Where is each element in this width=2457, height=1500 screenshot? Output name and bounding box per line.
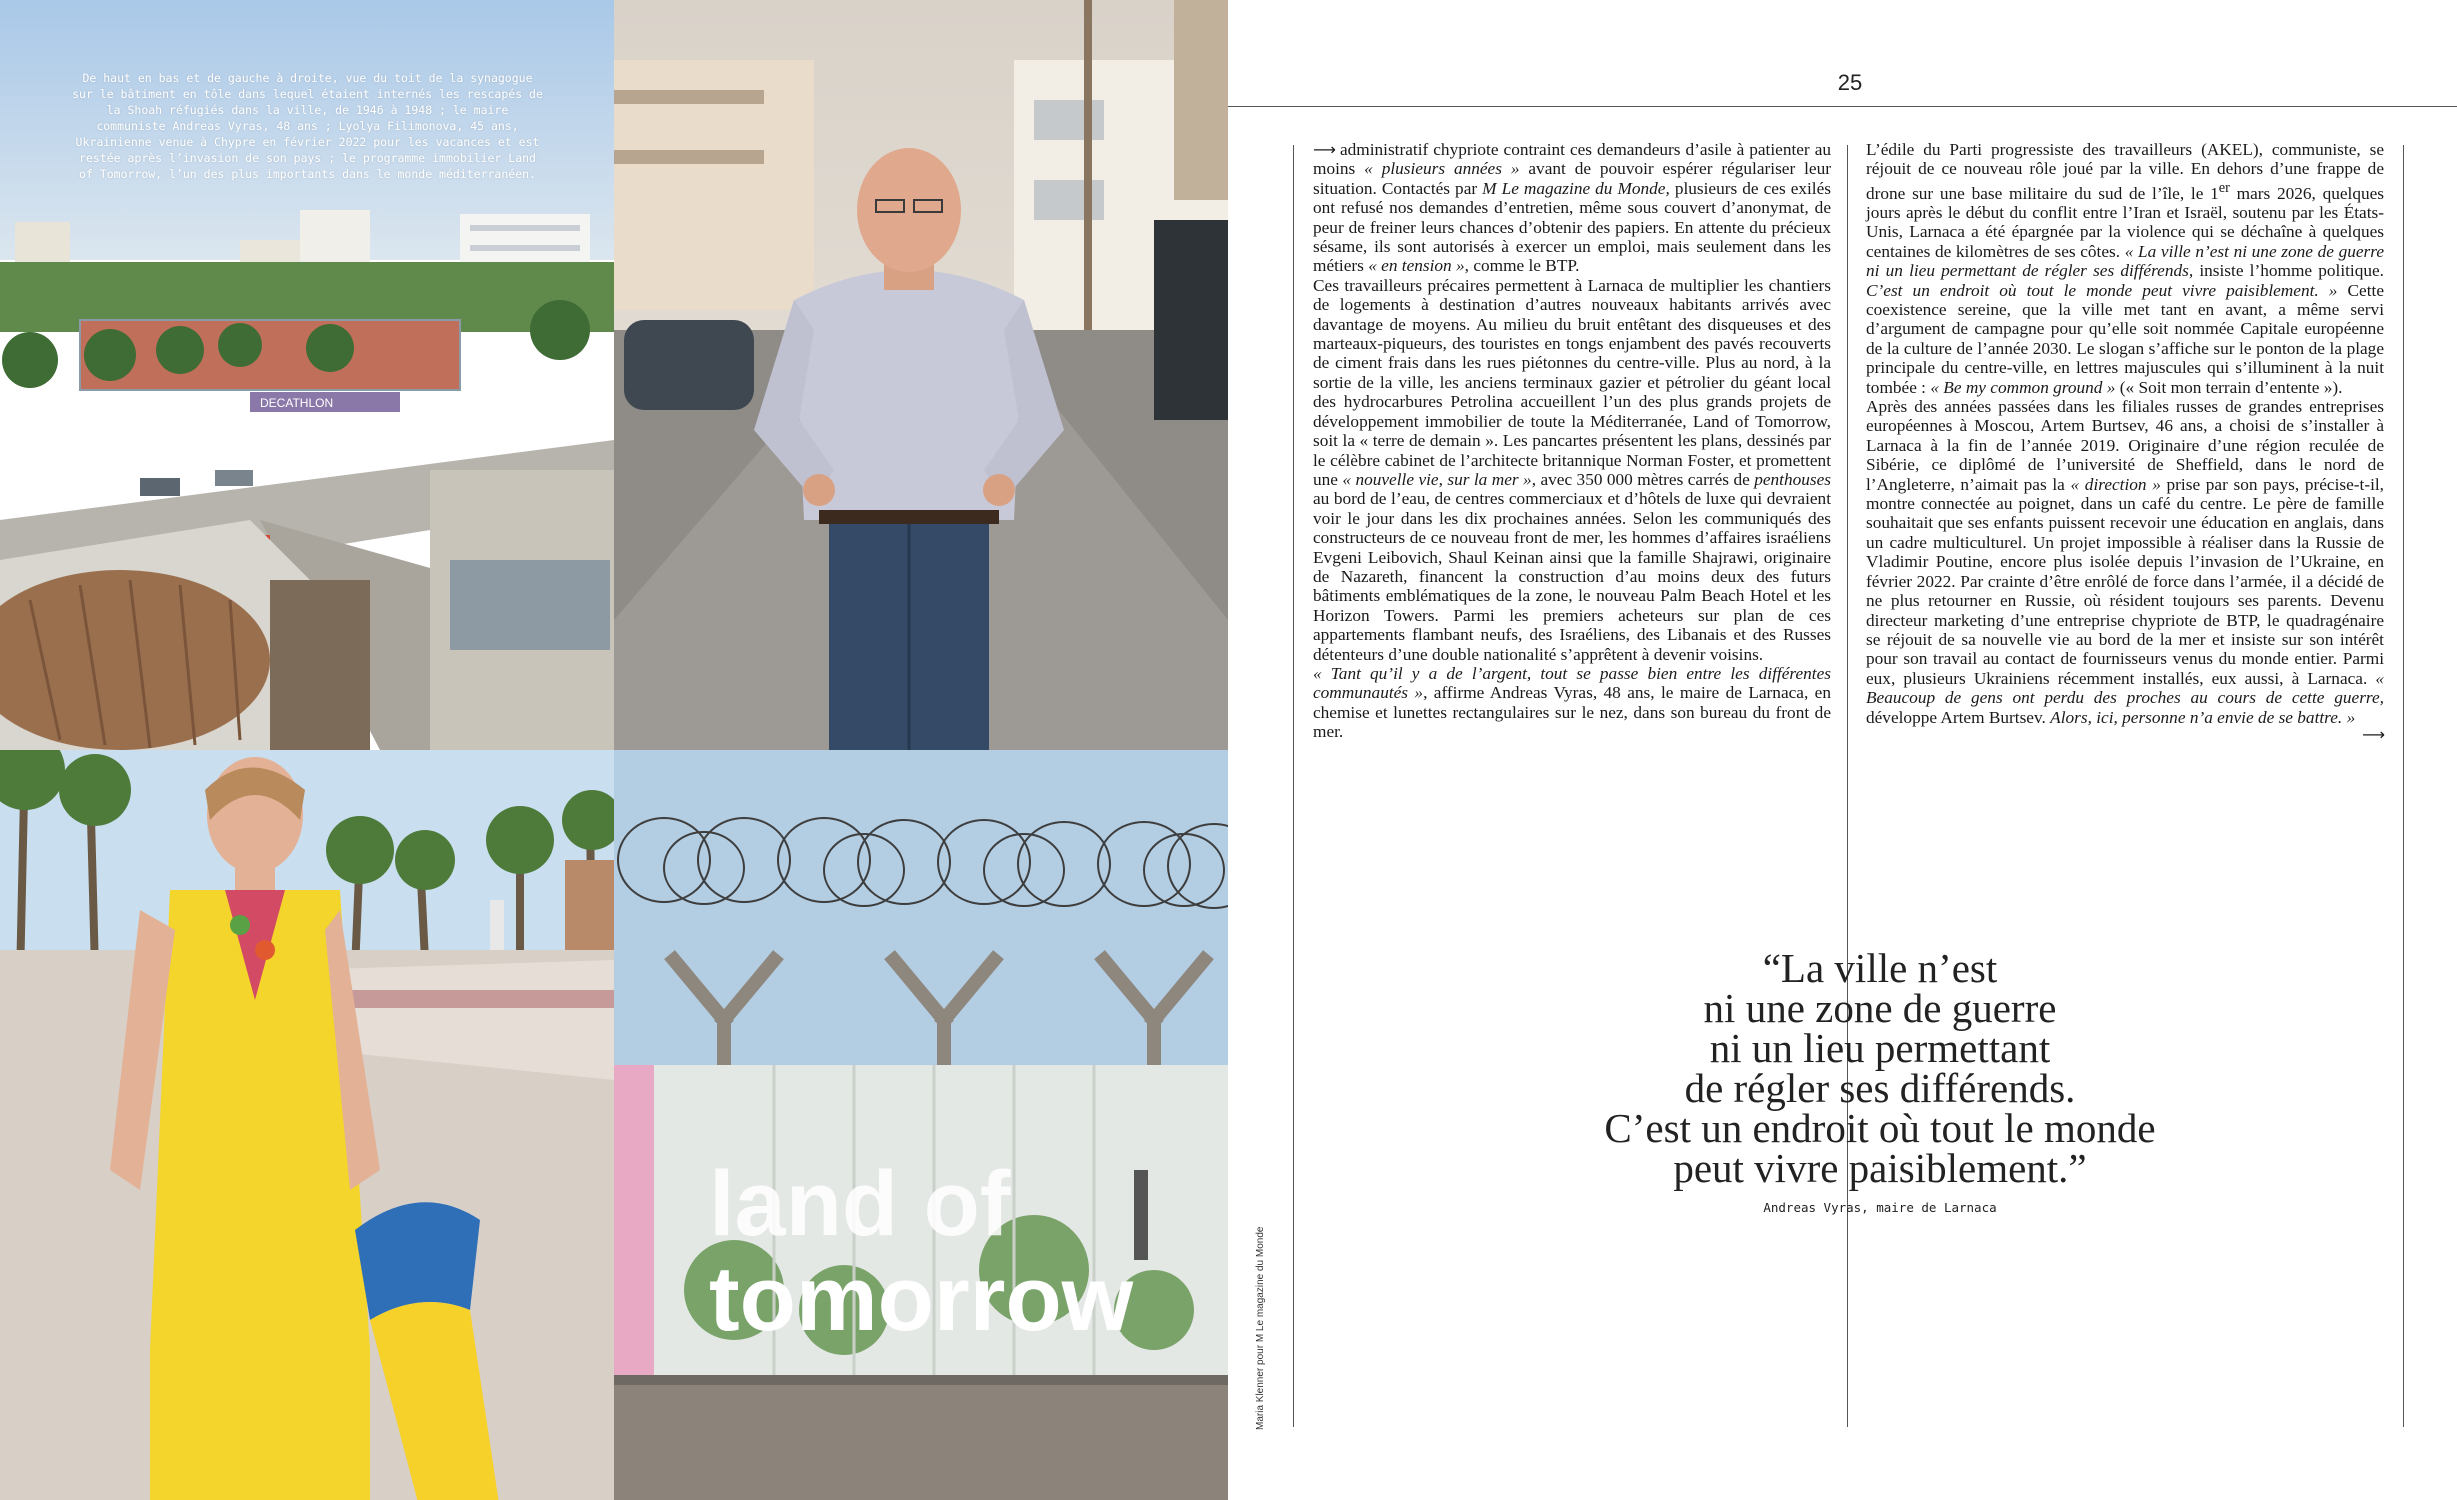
quote-run: « Beaucoup de gens ont perdu des proches au cours de cette guerre, — [1866, 668, 2384, 708]
photo-caption: De haut en bas et de gauche à droite, vue du toit de la synagogue sur le bâtiment en tôle dans lequel étaient internés les rescapés de la Shoah réfugiés dans la ville, de 1946 à 1948 ; le maire communiste Andreas Vyras, 48 ans ; Lyolya Filimonova, 45 ans, Ukrainienne venue à Chypre en février 2022 pour les vacances et est restée après l’invasion de son pays ; le programme immobilier Land of Tomorrow, l’un des plus importants dans le monde méditerranéen. — [72, 71, 543, 181]
text-run: , comme le BTP. — [1464, 256, 1580, 276]
text-run: insiste l’homme politique. — [2193, 261, 2384, 281]
quote-run: « en tension » — [1368, 256, 1465, 276]
text-run: L’édile du Parti progressiste des travailleurs (AKEL), communiste, se réjouit de ce nouveau rôle joué par la ville. En dehors d’une frappe de drone sur une base militaire du sud de l’île, le 1 — [1866, 140, 2384, 203]
photo-aerial-view-synagogue-roof — [0, 0, 614, 750]
photo-credit: Maria Klenner pour M Le magazine du Monde — [1255, 1226, 1266, 1430]
quote-run: « plusieurs années » — [1364, 159, 1520, 179]
quote-run: penthouses — [1754, 469, 1831, 489]
paragraph — [1313, 140, 1831, 276]
superscript: er — [2218, 179, 2230, 196]
quote-run: C’est un endroit où tout le monde peut vivre paisiblement. » — [1866, 280, 2338, 300]
continues-arrow-icon: ⟶ — [2362, 724, 2384, 744]
article-column-left — [1313, 140, 1831, 742]
quote-run: Alors, ici, personne n’a envie de se battre. » — [2050, 707, 2356, 727]
text-run: Cette coexistence sereine, que la ville met tant en avant, a même servi d’argument de campagne pour qu’elle soit nommée Capitale européenne de la culture de l’année 2030. Le slogan s’affiche sur le ponton de la plage principale du centre-ville, en lettres majuscules qui s’illuminent à la nuit tombée : — [1866, 280, 2385, 397]
paragraph — [1866, 397, 2384, 727]
header-rule — [1228, 106, 2457, 107]
text-run: mars 2026, quelques jours après le début du conflit entre l’Iran et Israël, soutenu par les États-Unis, Larnaca a été épargnée par la violence qui se déchaîne à quelques centaines de kilomètres de ses côtes. — [1866, 183, 2384, 261]
column-rule-right — [2403, 145, 2404, 1427]
fence-illustration — [614, 750, 1228, 1500]
quote-run: « nouvelle vie, sur la mer » — [1342, 469, 1532, 489]
article-column-right — [1866, 140, 2384, 744]
page-number: 25 — [1837, 70, 1863, 95]
paragraph — [1866, 140, 2384, 397]
woman-illustration — [0, 750, 614, 1500]
text-run: avant de pouvoir espérer régulariser leur situation. Contactés par — [1313, 159, 1831, 198]
text-run: développe Artem Burtsev. — [1866, 707, 2051, 727]
banner-text-land-of: land of — [709, 1153, 1011, 1255]
photo-mayor-andreas-vyras — [614, 0, 1228, 750]
photo-lyolya-filimonova — [0, 750, 614, 1500]
pull-quote-attribution: Andreas Vyras, maire de Larnaca — [1763, 1200, 1997, 1215]
quote-run: « La ville n’est ni une zone de guerre ni un lieu permettant de régler ses différends, — [1866, 241, 2384, 281]
pull-quote-line: ni un lieu permettant — [1709, 1025, 2051, 1071]
pull-quote-line: de régler ses différends. — [1684, 1065, 2076, 1111]
column-rule-middle — [1847, 145, 1848, 1427]
mayor-illustration — [614, 0, 1228, 750]
text-run: prise par son pays, précise-t-il, montre connectée au poignet, dans un café du centre. Le père de famille souhaitait que ses enfants puissent recevoir une éducation en anglais, dans un cadre multiculturel. Un projet impossible à réaliser dans la Russie de Vladimir Poutine, encore plus isolée depuis l’invasion de l’Ukraine, en février 2022. Par crainte d’être enrôlé de force dans l’armée, il a décidé de ne plus retourner en Russie, où résident toujours ses parents. Devenu directeur marketing d’une entreprise chypriote de BTP, le quadragénaire se réjouit de sa nouvelle vie au bord de la mer et insiste sur son intérêt pour son travail au contact de fournisseurs venus du monde entier. Parmi eux, plusieurs Ukrainiens récemment installés, eux aussi, à Larnaca. — [1866, 474, 2384, 688]
quote-run: « direction » — [2070, 474, 2161, 494]
paragraph — [1313, 276, 1831, 664]
pull-quote-line: “La ville n’est — [1762, 945, 1998, 991]
text-run: au bord de l’eau, de centres commerciaux et d’hôtels de luxe qui devraient voir le jour dans les dix prochaines années. Selon les communiqués des constructeurs de ce nouveau front de mer, les hommes d’affaires israéliens Evgeni Leibovich, Shaul Keinan ainsi que la famille Shajrawi, originaire de Nazareth, financent la construction d’au moins deux des futurs bâtiments emblématiques de la zone, le nouveau Palm Beach Hotel et les Horizon Towers. Parmi les premiers acheteurs sur plan de ces appartements flambant neufs, des Israéliens, des Libanais et des Russes détenteurs d’une double nationalité s’apprêtent à devenir voisins. — [1313, 489, 1831, 664]
text-run: plusieurs de ces exilés ont refusé nos demandes d’entretien, même sous couvert d’anonymat, de peur de freiner leurs chances d’obtenir des papiers. En attente du précieux sésame, ils sont autorisés à exercer un emploi, mais seulement dans les métiers — [1313, 178, 1832, 276]
continued-arrow-icon: ⟶ — [1313, 140, 1335, 159]
pull-quote — [1500, 945, 2260, 1191]
quote-run: « Be my common ground » — [1930, 377, 2116, 397]
text-run: Ces travailleurs précaires permettent à Larnaca de multiplier les chantiers de logements à destination d’autres nouveaux habitants arrivés avec davantage de moyens. Au milieu du bruit entêtant des disqueuses et des marteaux-piqueurs, des touristes en tongs enjambent des pavés recouverts de ciment frais dans les rues piétonnes du centre-ville. Plus au nord, à la sortie de la ville, les anciens terminaux gazier et pétrolier du géant local des hydrocarbures Petrolina accueillent l’un des plus grands projets de développement immobilier de toute la Méditerranée, Land of Tomorrow, soit la « terre de demain ». Les pancartes présentent les plans, dessinés par le célèbre cabinet de l’architecte britannique Norman Foster, et promettent une — [1313, 275, 1831, 489]
banner-text-tomorrow: tomorrow — [709, 1248, 1134, 1350]
decathlon-sign-text: DECATHLON — [260, 396, 334, 410]
text-run: administratif chypriote contraint ces demandeurs d’asile à patienter au moins — [1313, 140, 1832, 179]
paragraph — [1313, 664, 1831, 742]
publication-name: M Le magazine du Monde, — [1482, 178, 1670, 198]
text-run: , avec 350 000 mètres carrés de — [1531, 469, 1755, 489]
column-rule-left — [1293, 145, 1294, 1427]
text-run: Après des années passées dans les filiales russes de grandes entreprises européennes à Moscou, Artem Burtsev, 46 ans, a choisi de s’installer à Larnaca à la fin de l’année 2019. Originaire d’une région reculée de Sibérie, ce diplômé de l’université de Sheffield, dans le nord de l’Angleterre, n’aimait pas la — [1866, 397, 2384, 494]
text-run: , affirme Andreas Vyras, 48 ans, le maire de Larnaca, en chemise et lunettes rectangulaires sur le nez, dans son bureau du front de mer. — [1313, 683, 1831, 742]
text-run: (« Soit mon terrain d’entente »). — [2115, 377, 2343, 397]
quote-run: « Tant qu’il y a de l’argent, tout se passe bien entre les différentes communautés » — [1313, 663, 1831, 703]
pull-quote-line: peut vivre paisiblement.” — [1673, 1145, 2087, 1191]
pull-quote-line: C’est un endroit où tout le monde — [1604, 1105, 2156, 1151]
photo-land-of-tomorrow-fence — [614, 750, 1228, 1500]
pull-quote-line: ni une zone de guerre — [1703, 985, 2057, 1031]
